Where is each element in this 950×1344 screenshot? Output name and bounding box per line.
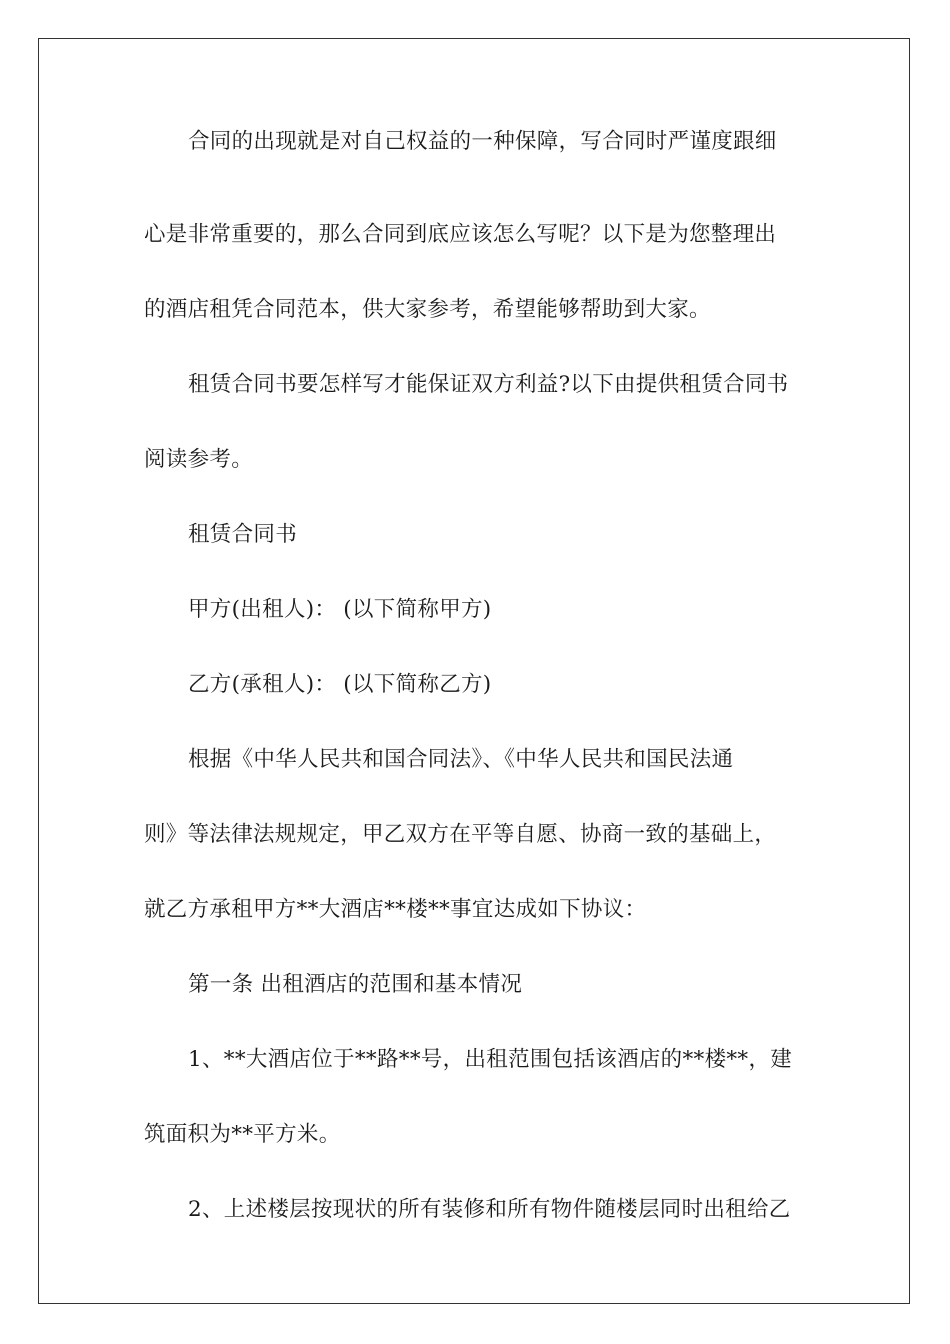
document-body: [144, 122, 804, 1247]
article-heading: 第一条 出租酒店的范围和基本情况: [188, 972, 523, 997]
paragraph-line: 合同的出现就是对自己权益的一种保障，写合同时严谨度跟细: [188, 129, 777, 154]
party-b-line: 乙方(承租人)： (以下简称乙方): [188, 672, 492, 697]
paragraph-line: 就乙方承租甲方**大酒店**楼**事宜达成如下协议：: [144, 897, 647, 922]
paragraph-line: 的酒店租凭合同范本，供大家参考，希望能够帮助到大家。: [144, 297, 711, 322]
contract-title: 租赁合同书: [188, 522, 298, 547]
paragraph-line: 根据《中华人民共和国合同法》、《中华人民共和国民法通: [188, 747, 734, 772]
party-a-line: 甲方(出租人)： (以下简称甲方): [188, 597, 492, 622]
clause-line: 1、**大酒店位于**路**号，出租范围包括该酒店的**楼**，建: [188, 1047, 793, 1072]
paragraph-line: 心是非常重要的，那么合同到底应该怎么写呢？以下是为您整理出: [144, 222, 777, 247]
paragraph-line: 则》等法律法规规定，甲乙双方在平等自愿、协商一致的基础上，: [144, 822, 777, 847]
clause-line: 2、上述楼层按现状的所有装修和所有物件随楼层同时出租给乙: [188, 1197, 791, 1222]
clause-line: 筑面积为**平方米。: [144, 1122, 341, 1147]
paragraph-line: 租赁合同书要怎样写才能保证双方利益?以下由提供租赁合同书: [188, 372, 789, 397]
paragraph-line: 阅读参考。: [144, 447, 254, 472]
